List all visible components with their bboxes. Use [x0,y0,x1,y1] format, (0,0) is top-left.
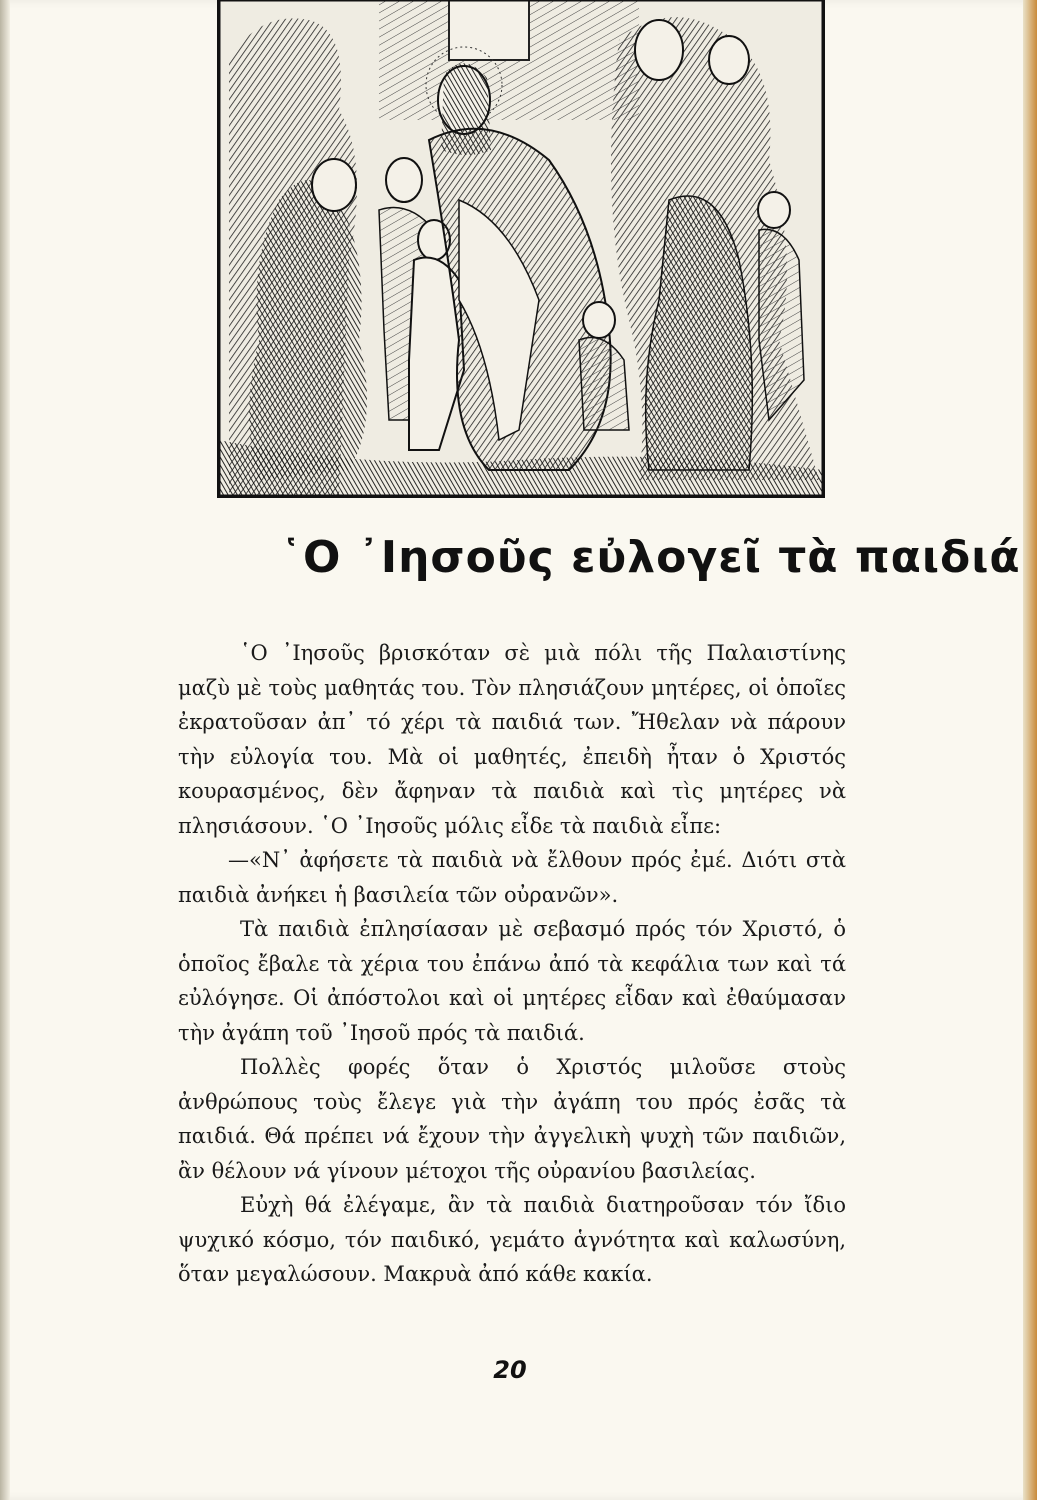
engraving-drawing [219,0,823,496]
page-right-edge [1023,0,1037,1500]
page-title: ῾Ο ᾿Ιησοῦς εὐλογεῖ τὰ παιδιά [280,532,1021,583]
page-number: 20 [493,1356,527,1384]
paragraph: ῾Ο ᾿Ιησοῦς βρισκόταν σὲ μιὰ πόλι τῆς Παλαιστίνης μαζὺ μὲ τοὺς μαθητάς του. Τὸν πλησιάζουν μητέρες, οἱ ὁποῖες ἐκρατοῦσαν ἀπ᾿ τό χέρι τὰ παιδιά των. Ἤθελαν νὰ πάρουν τὴν εὐλογία του. Μὰ οἱ μαθητές, ἐπειδὴ ἦταν ὁ Χριστός κουρασμένος, δὲν ἄφηναν τὰ παιδιὰ καὶ τὶς μητέρες νὰ πλησιάσουν. ῾Ο ᾿Ιησοῦς μόλις εἶδε τὰ παιδιὰ εἶπε: [178,641,846,838]
paragraph: Πολλὲς φορές ὅταν ὁ Χριστός μιλοῦσε στοὺς ἀνθρώπους τοὺς ἔλεγε γιὰ τὴν ἀγάπη του πρός ἐσᾶς τὰ παιδιά. Θά πρέπει νά ἔχουν τὴν ἀγγελικὴ ψυχὴ τῶν παιδιῶν, ἂν θέλουν νά γίνουν μέτοχοι τῆς οὐρανίου βασιλείας. [178,1055,846,1183]
engraving-illustration [217,0,825,498]
quote-paragraph: —«Ν᾿ ἀφήσετε τὰ παιδιὰ νὰ ἔλθουν πρός ἐμέ. Διότι στὰ παιδιὰ ἀνήκει ἡ βασιλεία τῶν οὐρανῶν». [178,848,846,907]
story-body [178,636,846,1292]
page-left-edge [0,0,10,1500]
paragraph: Εὐχὴ θά ἐλέγαμε, ἂν τὰ παιδιὰ διατηροῦσαν τόν ἴδιο ψυχικό κόσμο, τόν παιδικό, γεμάτο ἁγνότητα καὶ καλωσύνη, ὅταν μεγαλώσουν. Μακρυὰ ἀπό κάθε κακία. [178,1193,846,1286]
paragraph: Τὰ παιδιὰ ἐπλησίασαν μὲ σεβασμό πρός τόν Χριστό, ὁ ὁποῖος ἔβαλε τὰ χέρια του ἐπάνω ἀπό τὰ κεφάλια των καὶ τά εὐλόγησε. Οἱ ἀπόστολοι καὶ οἱ μητέρες εἶδαν καὶ ἐθαύμασαν τὴν ἀγάπη τοῦ ᾿Ιησοῦ πρός τὰ παιδιά. [178,917,846,1045]
